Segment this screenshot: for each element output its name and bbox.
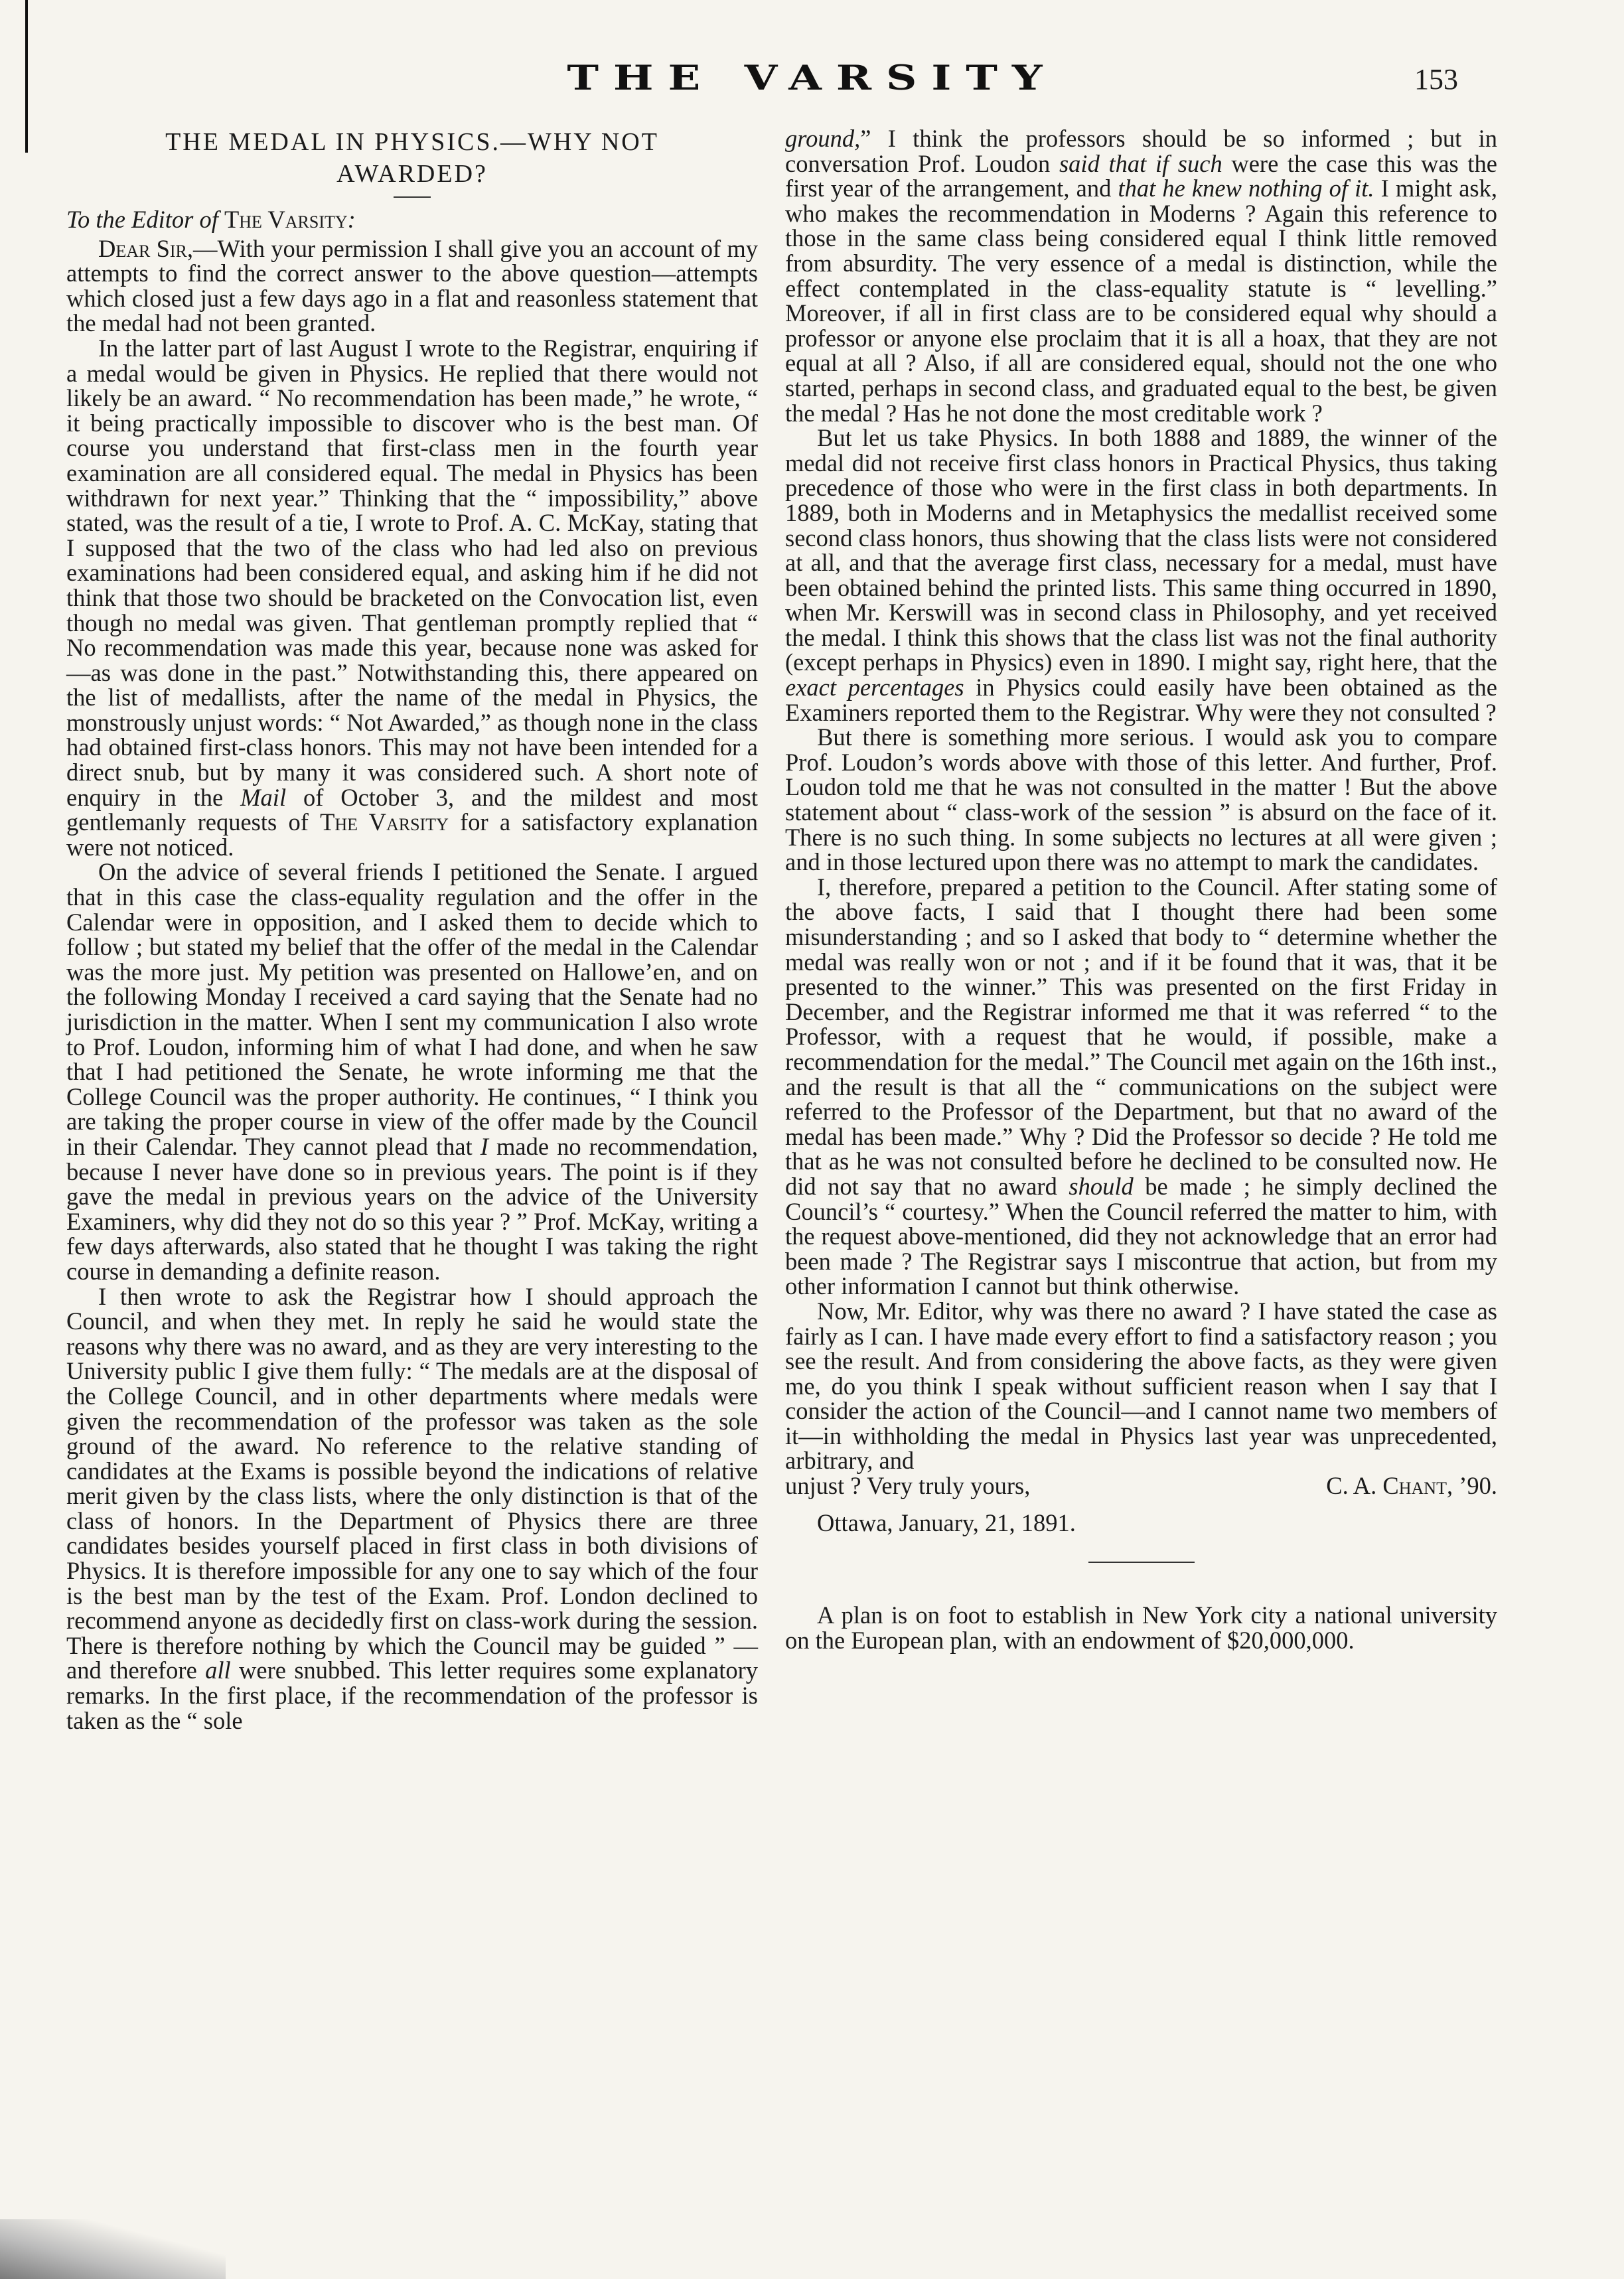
italic-word: should — [1069, 1172, 1134, 1200]
italic-newspaper-name: Mail — [240, 783, 287, 811]
paragraph-text: On the advice of several friends I petitioned the Senate. I argued that in this case the class-equality regulation and the offer in the Calendar were in opposition, and I asked them to decide which to follow ; but stated my belief that the offer of the medal in the Calendar was the more just. My petition was presented on Hallowe’en, and on the following Monday I received a card saying that the Senate had no jurisdiction in the matter. When I sent my communication I also wrote to Prof. Loudon, informing him of what I had done, and when he saw that I had petitioned the Senate, he wrote informing me that the College Council was the proper authority. He continues, “ I think you are taking the proper course in view of the offer made by the Council in their Calendar. They cannot plead that — [66, 858, 758, 1160]
page-corner-shadow — [0, 2219, 226, 2279]
paragraph-text: ” I think the professors should be so informed ; but in conversation Prof. Loudon — [785, 125, 1497, 177]
author-signature: C. A. Chant, ’90. — [1326, 1472, 1497, 1500]
closing: unjust ? Very truly yours, — [785, 1472, 1031, 1500]
salutation-colon: : — [347, 206, 356, 233]
paragraph-text: be made ; he simply declined the Council’s “ courtesy.” When the Council referred the matter to him, with the request above-mentioned, did they not acknowledge that an error had been made ? The Registrar says I miscontrue that action, but from my other information I cannot but think otherwise. — [785, 1172, 1497, 1300]
greeting: Dear Sir, — [98, 234, 194, 262]
paragraph-text: But there is something more serious. I would ask you to compare Prof. Loudon’s words above with those of this letter. And further, Prof. Loudon told me that he was not consulted in the matter ! But the above statement about “ class-work of the session ” is absurd on the face of it. There is no such thing. In some subjects no lectures at all were given ; and in those lectured upon there was no attempt to mark the candidates. — [785, 723, 1497, 876]
page-number: 153 — [1414, 63, 1458, 96]
section-rule — [1088, 1562, 1195, 1563]
article-title-line1: THE MEDAL IN PHYSICS.—WHY NOT — [165, 128, 659, 156]
paragraph — [785, 1299, 1497, 1473]
paragraph-text: for a satisfactory explanation were not noticed. — [66, 808, 758, 861]
paragraph-text: In the latter part of last August I wrote to the Registrar, enquiring if a medal would be given in Physics. He replied that there would not likely be an award. “ No recommendation has been made,” he wrote, “ it being practically impossible to discover who is the best man. Of course you understand that first-class men in the fourth year examination are all considered equal. The medal in Physics has been withdrawn for next year.” Thinking that the “ impossibility,” above stated, was the result of a tie, I wrote to Prof. A. C. McKay, stating that I supposed that the two of the class who had led also on previous examinations had been considered equal, and asking him if he did not think that those two should be bracketed on the Convocation list, even though no medal was given. That gentleman promptly replied that “ No recommendation was made this year, because none was asked for—as was done in the past.” Notwithstanding this, there appeared on the list of medallists, after the name of the medal in Physics, the monstrously unjust words: “ Not Awarded,” as though none in the class had obtained first-class honors. This may not have been intended for a direct snub, but by many it was considered such. A short note of enquiry in the — [66, 334, 758, 811]
italic-word: all — [205, 1656, 231, 1684]
paragraph-text: in Physics could easily have been obtained as the Examiners reported them to the Registrar. Why were they not consulted ? — [785, 674, 1497, 726]
article-title-line2: AWARDED? — [336, 160, 488, 188]
paragraph-text: But let us take Physics. In both 1888 and 1889, the winner of the medal did not receive first class honors in Practical Physics, thus taking precedence of those who were in the first class in both departments. In 1889, both in Moderns and in Metaphysics the medallist received some second class honors, thus showing that the class lists were not considered at all, and that the average first class, necessary for a medal, must have been obtained behind the printed lists. This same thing occurred in 1890, when Mr. Kerswill was in second class in Philosophy, and yet received the medal. I think this shows that the class list was not the final authority (except perhaps in Physics) even in 1890. I might say, right here, that the — [785, 424, 1497, 676]
paragraph — [66, 336, 758, 859]
paragraph-text: —With your permission I shall give you an account of my attempts to find the correct answer to the above question—attempts which closed just a few days ago in a flat and reasonless statement that the medal had not been granted. — [66, 234, 758, 337]
salutation-prefix: To the Editor of — [66, 206, 224, 233]
masthead — [0, 58, 1624, 105]
paragraph-text: I, therefore, prepared a petition to the Council. After stating some of the above facts, I said that I thought there had been some misunderstanding ; and so I asked that body to “ determine whether the medal was really won or not ; and if it be found that it was, that it be presented to the winner.” This was presented on the first Friday in December, and the Registrar informed me that it was referred “ to the Professor, with a request that he would, if possible, make a recommendation for the medal.” The Council met again on the 16th inst., and the result is that all the “ communications on the subject were referred to the Professor of the Department, but that no award of the medal has been made.” Why ? Did the Professor so decide ? He told me that as he was not consulted before he declined to be consulted now. He did not say that no award — [785, 873, 1497, 1200]
paragraph — [785, 725, 1497, 875]
italic-phrase: exact percentages — [785, 674, 964, 701]
left-column — [66, 126, 758, 1733]
paragraph — [66, 1284, 758, 1733]
italic-phrase: ground, — [785, 125, 861, 152]
paragraph-text: Now, Mr. Editor, why was there no award ? I have stated the case as fairly as I can. I have made every effort to find a satisfactory reason ; you see the result. And from considering the above facts, as they were given me, do you think I speak without sufficient reason when I say that I consider the action of the Council—and I cannot name two members of it—in withholding the medal in Physics last year was unprecedented, arbitrary, and — [785, 1297, 1497, 1475]
masthead-title: THE VARSITY — [567, 58, 1057, 98]
right-column — [785, 126, 1497, 1653]
dateline: Ottawa, January, 21, 1891. — [817, 1508, 1076, 1536]
paragraph — [785, 425, 1497, 725]
italic-phrase: that he knew nothing of it. — [1118, 175, 1374, 202]
paragraph — [785, 126, 1497, 425]
paragraph — [66, 859, 758, 1284]
italic-word: I — [480, 1132, 488, 1160]
salutation-publication: The Varsity — [224, 206, 348, 233]
paragraph-text: I then wrote to ask the Registrar how I should approach the Council, and when they met. In reply he said he would state the reasons why there was no award, and as they are very interesting to the University public I give them fully: “ The medals are at the disposal of the College Council, and in other departments where medals were given the recommendation of the professor was taken as the sole ground of the award. No reference to the relative standing of candidates at the Exams is possible beyond the indications of relative merit given by the class lists, where the only distinction is that of the class of honors. In the Department of Physics there are three candidates besides yourself placed in first class in both divisions of Physics. It is therefore impossible for any one to say which of the four is the best man by the test of the Exam. Prof. London declined to recommend anyone as decidedly first on class-work during the session. There is therefore nothing by which the Council may be guided ” —and therefore — [66, 1282, 758, 1684]
title-rule — [394, 196, 431, 198]
italic-phrase: said that if such — [1059, 149, 1222, 177]
paragraph — [66, 236, 758, 336]
salutation — [66, 207, 758, 232]
paragraph-text: made no recommendation, because I never have done so in previous years. The point is if they gave the medal in previous years on the advice of the University Examiners, why did they not do so this year ? ” Prof. McKay, writing a few days afterwards, also stated that he thought I was taking the right course in demanding a definite reason. — [66, 1132, 758, 1285]
small-caps-publication: The Varsity — [320, 808, 449, 836]
paragraph-text: of October 3, and the mildest and most gentlemanly requests of — [66, 783, 758, 836]
signature-line — [785, 1473, 1497, 1499]
paragraph — [785, 875, 1497, 1299]
news-note: A plan is on foot to establish in New York city a national university on the European plan, with an endowment of $20,000,000. — [785, 1601, 1497, 1654]
paragraph-text: were snubbed. This letter requires some explanatory remarks. In the first place, if the recommendation of the professor is taken as the “ sole — [66, 1656, 758, 1734]
paragraph-text: I might ask, who makes the recommendation in Moderns ? Again this reference to those in the same class being considered equal I think little removed from absurdity. The very essence of a medal is distinction, while the effect contemplated in the class-equality statute is “ levelling.” Moreover, if all in first class are to be considered equal why should a professor or anyone else proclaim that it is all a hoax, that they are not equal at all ? Also, if all are considered equal, should not the one who started, perhaps in second class, and graduated equal to the best, be given the medal ? Has he not done the most creditable work ? — [785, 175, 1497, 427]
paragraph-text: were the case this was the first year of the arrangement, and — [785, 149, 1497, 202]
article-title — [93, 126, 731, 190]
